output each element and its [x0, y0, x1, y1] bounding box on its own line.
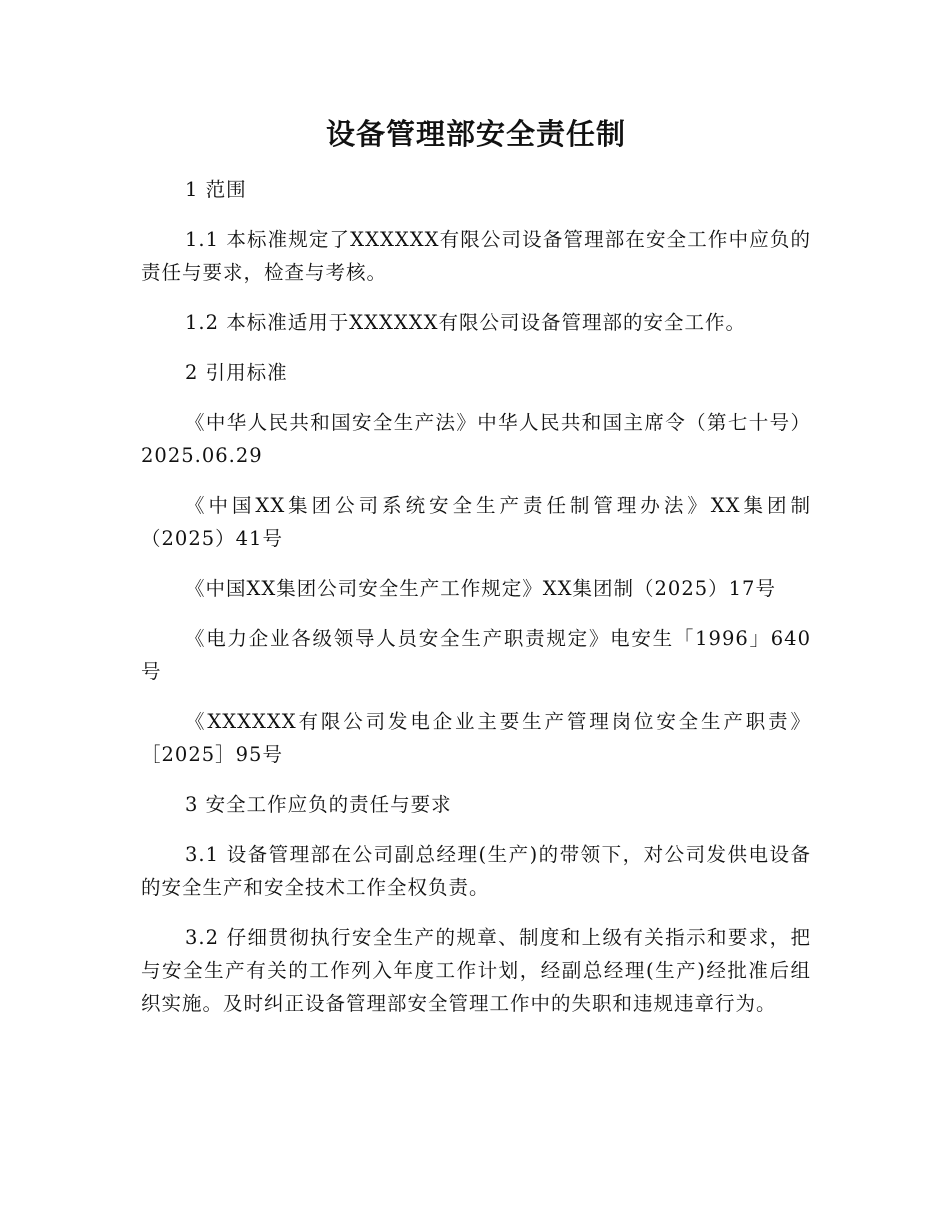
spacer: [141, 605, 811, 622]
section-heading-responsibilities: 3 安全工作应负的责任与要求: [185, 793, 452, 816]
paragraph-3-1: 3.1 设备管理部在公司副总经理(生产)的带领下，对公司发供电设备的安全生产和安全技术工作全权负责。: [141, 843, 811, 899]
spacer: [141, 688, 811, 705]
spacer: [141, 555, 811, 572]
reference-safety-law: 《中华人民共和国安全生产法》中华人民共和国主席令（第七十号）2025.06.29: [141, 411, 811, 467]
paragraph-1-2: 1.2 本标准适用于XXXXXX有限公司设备管理部的安全工作。: [185, 311, 747, 334]
spacer: [141, 289, 811, 306]
spacer: [141, 821, 811, 838]
reference-group-work-rules: 《中国XX集团公司安全生产工作规定》XX集团制（2025）17号: [185, 577, 776, 600]
section-heading-scope: 1 范围: [185, 178, 247, 201]
paragraph-1-1: 1.1 本标准规定了XXXXXX有限公司设备管理部在安全工作中应负的责任与要求，检查与考核。: [141, 228, 811, 284]
document-body: [141, 112, 811, 1020]
spacer: [141, 904, 811, 921]
spacer: [141, 156, 811, 173]
paragraph-3-2: 3.2 仔细贯彻执行安全生产的规章、制度和上级有关指示和要求，把与安全生产有关的工作列入年度工作计划，经副总经理(生产)经批准后组织实施。及时纠正设备管理部安全管理工作中的失职和违规违章行为。: [141, 926, 811, 1015]
section-heading-references: 2 引用标准: [185, 361, 288, 384]
spacer: [141, 472, 811, 489]
spacer: [141, 771, 811, 788]
reference-power-leaders-rules: 《电力企业各级领导人员安全生产职责规定》电安生「1996」640号: [141, 627, 811, 683]
spacer: [141, 389, 811, 406]
reference-company-post-duties: 《XXXXXX有限公司发电企业主要生产管理岗位安全生产职责》［2025］95号: [141, 710, 811, 766]
reference-group-responsibility-rules: 《中国XX集团公司系统安全生产责任制管理办法》XX集团制（2025）41号: [141, 494, 811, 550]
spacer: [141, 206, 811, 223]
spacer: [141, 339, 811, 356]
document-title: 设备管理部安全责任制: [325, 117, 626, 151]
